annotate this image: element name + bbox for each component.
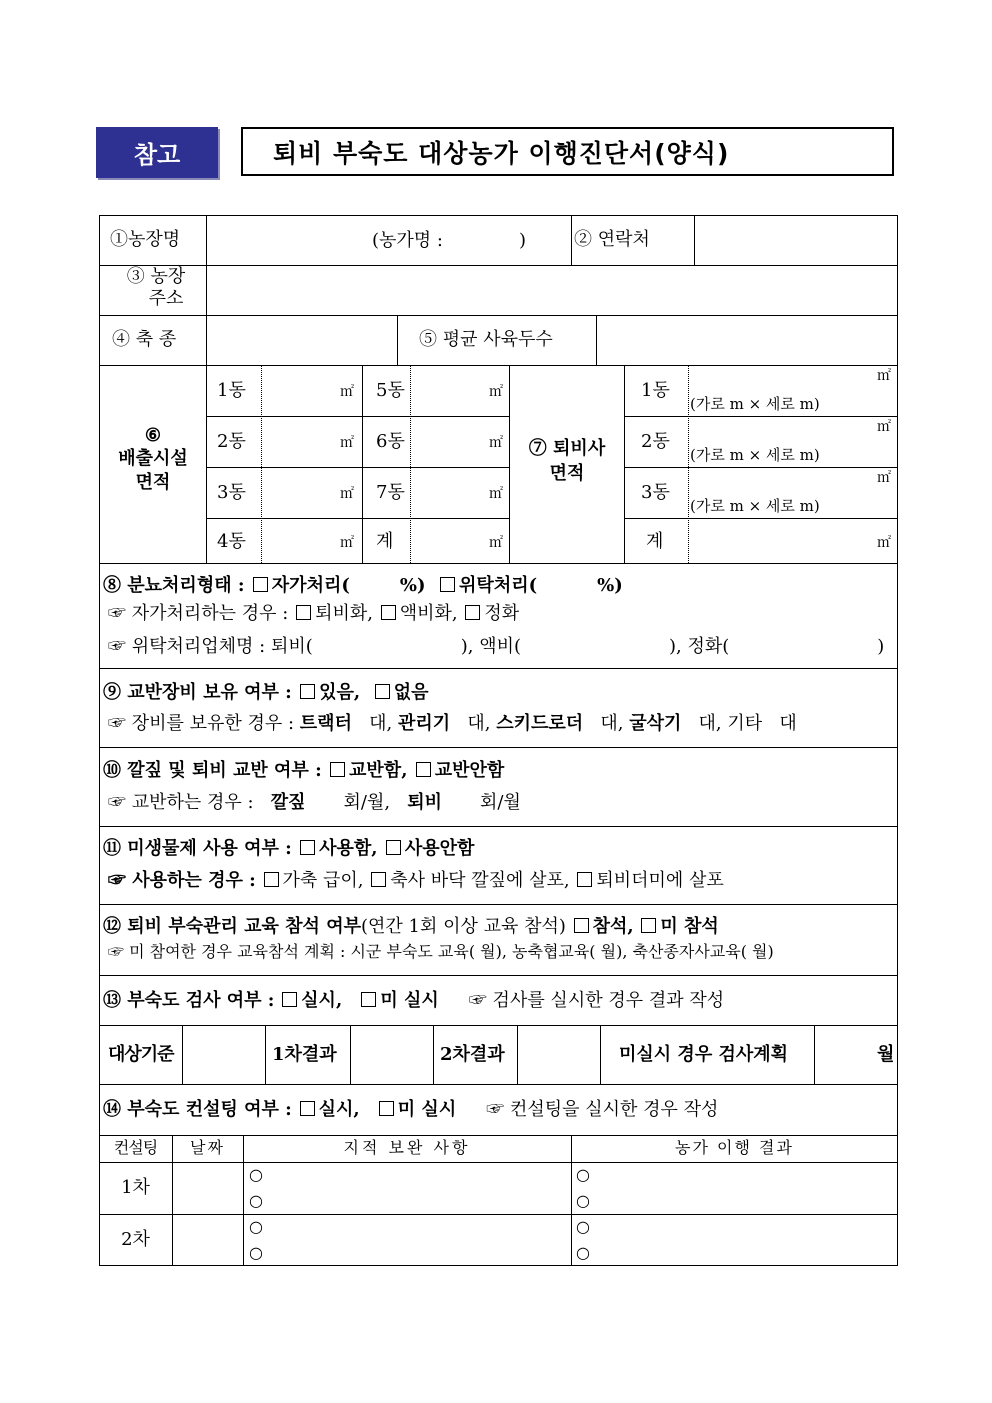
grid-line <box>206 518 509 519</box>
compost-building-label: 3동 <box>641 482 670 503</box>
checkbox[interactable] <box>300 1101 315 1116</box>
bullet: ○ <box>576 1191 590 1210</box>
col-divider <box>433 1025 434 1084</box>
area-unit: ㎡ <box>340 486 354 502</box>
avg-head-label: ⑤ 평균 사육두수 <box>419 329 553 350</box>
checkbox[interactable] <box>330 762 345 777</box>
section14-line1: ⑭ 부숙도 컨설팅 여부 : 실시, 미 실시 ☞ 컨설팅을 실시한 경우 작성 <box>103 1099 719 1120</box>
col-divider <box>688 365 689 563</box>
col-divider <box>410 365 411 563</box>
section12-line1: ⑫ 퇴비 부숙관리 교육 참석 여부(연간 1회 이상 교육 참석) 참석, 미 참석 <box>103 916 719 937</box>
building-label: 1동 <box>217 380 246 401</box>
section8-line3: ☞ 위탁처리업체명 : 퇴비( ), 액비( ), 정화( ) <box>108 636 885 657</box>
col-divider <box>814 1025 815 1084</box>
checkbox[interactable] <box>264 872 279 887</box>
section12-line2: ☞ 미 참여한 경우 교육참석 계획 : 시군 부숙도 교육( 월), 농축협교육( 월), 축산종자사교육( 월) <box>108 942 774 961</box>
grid-line <box>206 467 509 468</box>
row-divider <box>99 1162 898 1163</box>
area-unit: ㎡ <box>340 384 354 400</box>
round-label: 2차 <box>121 1229 150 1250</box>
reference-badge: 참고 <box>96 127 218 178</box>
col-divider <box>624 365 625 563</box>
bullet: ○ <box>576 1243 590 1262</box>
building-label: 7동 <box>376 482 405 503</box>
checkbox[interactable] <box>574 918 589 933</box>
area-unit: ㎡ <box>877 368 891 384</box>
compost-shed-label: ⑦ 퇴비사 면적 <box>528 438 606 485</box>
inspection-plan-label: 미실시 경우 검사계획 <box>619 1044 789 1065</box>
row-divider <box>99 265 898 266</box>
contact-label: ② 연락처 <box>574 229 650 250</box>
row-divider <box>99 315 898 316</box>
farm-name-label: ①농장명 <box>110 229 181 250</box>
building-label: 6동 <box>376 431 405 452</box>
checkbox[interactable] <box>386 840 401 855</box>
area-unit: ㎡ <box>340 535 354 551</box>
checkbox[interactable] <box>440 577 455 592</box>
col-divider <box>261 365 262 563</box>
total-label: 계 <box>376 531 394 552</box>
building-label: 2동 <box>217 431 246 452</box>
bullet: ○ <box>249 1165 263 1184</box>
checkbox[interactable] <box>375 684 390 699</box>
checkbox[interactable] <box>282 992 297 1007</box>
compost-building-label: 2동 <box>641 431 670 452</box>
building-label: 5동 <box>376 380 405 401</box>
row-divider <box>99 563 898 564</box>
section11-line2: ☞ 사용하는 경우 : 가축 급이, 축사 바닥 깔짚에 살포, 퇴비더미에 살포 <box>108 870 724 891</box>
checkbox[interactable] <box>300 684 315 699</box>
household-name-label: (농가명 : <box>372 230 443 251</box>
section11-line1: ⑪ 미생물제 사용 여부 : 사용함, 사용안함 <box>103 838 475 859</box>
col-divider <box>694 215 695 265</box>
row-divider <box>99 904 898 905</box>
household-name-close: ) <box>519 230 527 251</box>
bullet: ○ <box>249 1191 263 1210</box>
checkbox[interactable] <box>465 605 480 620</box>
dimension-text: (가로 m × 세로 m) <box>690 446 820 464</box>
target-standard-label: 대상기준 <box>108 1044 174 1065</box>
col-divider <box>265 1025 266 1084</box>
compost-building-label: 1동 <box>641 380 670 401</box>
col-divider <box>571 215 572 265</box>
row-divider <box>99 668 898 669</box>
col-divider <box>596 315 597 365</box>
date-header: 날짜 <box>190 1138 225 1157</box>
checkbox[interactable] <box>371 872 386 887</box>
row-divider <box>99 1135 898 1136</box>
bullet: ○ <box>249 1243 263 1262</box>
row-divider <box>99 747 898 748</box>
col-divider <box>517 1025 518 1084</box>
grid-line <box>624 467 898 468</box>
row-divider <box>99 1025 898 1026</box>
issues-header: 지적 보완 사항 <box>343 1138 471 1157</box>
area-unit: ㎡ <box>877 470 891 486</box>
dimension-text: (가로 m × 세로 m) <box>690 497 820 515</box>
area-unit: ㎡ <box>489 435 503 451</box>
checkbox[interactable] <box>379 1101 394 1116</box>
row-divider <box>99 365 898 366</box>
livestock-label: ④ 축 종 <box>112 329 177 350</box>
bullet: ○ <box>576 1217 590 1236</box>
checkbox[interactable] <box>361 992 376 1007</box>
area-unit: ㎡ <box>877 419 891 435</box>
section8-line2: ☞ 자가처리하는 경우 : 퇴비화, 액비화, 정화 <box>108 603 520 624</box>
address-label: ③ 농장 주소 <box>126 266 186 309</box>
compost-total-label: 계 <box>646 531 664 552</box>
first-result-label: 1차결과 <box>272 1044 337 1065</box>
area-unit: ㎡ <box>489 384 503 400</box>
section13-line1: ⑬ 부숙도 검사 여부 : 실시, 미 실시 ☞ 검사를 실시한 경우 결과 작성 <box>103 990 725 1011</box>
checkbox[interactable] <box>296 605 311 620</box>
area-unit: ㎡ <box>489 535 503 551</box>
consulting-header: 컨설팅 <box>113 1138 158 1157</box>
bullet: ○ <box>576 1165 590 1184</box>
emission-facility-label: ⑥ 배출시설 면적 <box>118 425 188 493</box>
bullet: ○ <box>249 1217 263 1236</box>
second-result-label: 2차결과 <box>440 1044 505 1065</box>
col-divider <box>350 1025 351 1084</box>
section10-line1: ⑩ 깔짚 및 퇴비 교반 여부 : 교반함, 교반안함 <box>103 760 505 781</box>
checkbox[interactable] <box>416 762 431 777</box>
checkbox[interactable] <box>253 577 268 592</box>
area-unit: ㎡ <box>877 535 891 551</box>
round-label: 1차 <box>121 1177 150 1198</box>
section9-line2: ☞ 장비를 보유한 경우 : 트랙터 대, 관리기 대, 스키드로더 대, 굴삭기 대, 기타 대 <box>108 713 797 734</box>
col-divider <box>182 1025 183 1084</box>
section10-line2: ☞ 교반하는 경우 : 깔짚 회/월, 퇴비 회/월 <box>108 792 521 813</box>
grid-line <box>624 416 898 417</box>
col-divider <box>397 315 398 365</box>
result-header: 농가 이행 결과 <box>675 1138 794 1157</box>
month-label: 월 <box>877 1044 895 1065</box>
section8-line1: ⑧ 분뇨처리형태 : 자가처리( %) 위탁처리( %) <box>103 575 623 596</box>
row-divider <box>99 975 898 976</box>
building-label: 4동 <box>217 531 246 552</box>
page-title: 퇴비 부숙도 대상농가 이행진단서(양식) <box>241 127 894 176</box>
row-divider <box>99 1214 898 1215</box>
grid-line <box>206 416 509 417</box>
section9-line1: ⑨ 교반장비 보유 여부 : 있음, 없음 <box>103 682 429 703</box>
building-label: 3동 <box>217 482 246 503</box>
checkbox[interactable] <box>381 605 396 620</box>
dimension-text: (가로 m × 세로 m) <box>690 395 820 413</box>
area-unit: ㎡ <box>340 435 354 451</box>
row-divider <box>99 1084 898 1085</box>
grid-line <box>624 518 898 519</box>
checkbox[interactable] <box>577 872 592 887</box>
col-divider <box>362 365 363 563</box>
col-divider <box>206 215 207 563</box>
checkbox[interactable] <box>641 918 656 933</box>
checkbox[interactable] <box>300 840 315 855</box>
row-divider <box>99 826 898 827</box>
col-divider <box>600 1025 601 1084</box>
area-unit: ㎡ <box>489 486 503 502</box>
